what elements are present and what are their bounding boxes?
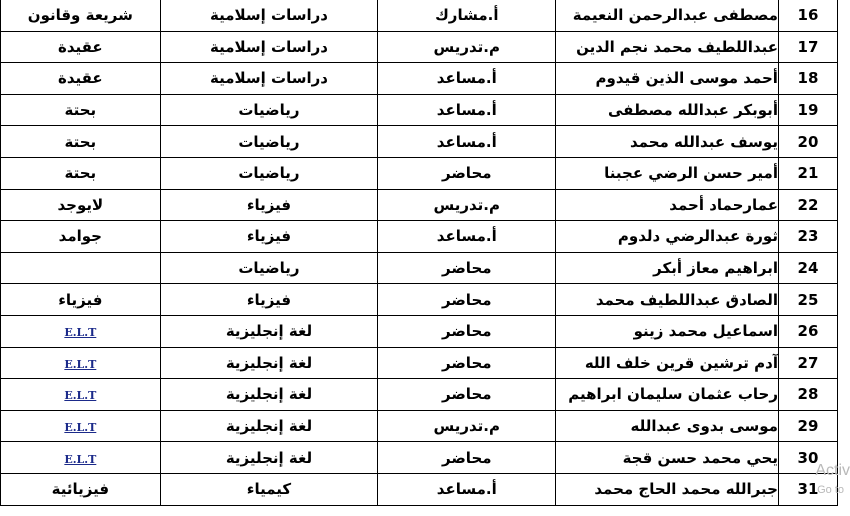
row-number-cell: 24: [778, 252, 837, 284]
rank-cell: أ.مساعد: [378, 221, 556, 253]
row-number-cell: 30: [778, 442, 837, 474]
rank-cell: م.تدريس: [378, 410, 556, 442]
rank-cell: أ.مشارك: [378, 0, 556, 31]
specialization-cell: [1, 379, 161, 411]
elt-label: E.L.T: [64, 357, 97, 371]
table-row: [1, 347, 838, 379]
specialization-cell: عقيدة: [1, 31, 161, 63]
row-number-cell: 18: [778, 63, 837, 95]
row-number-cell: 22: [778, 189, 837, 221]
name-cell: عبداللطيف محمد نجم الدين: [556, 31, 779, 63]
rank-cell: م.تدريس: [378, 31, 556, 63]
staff-table-body: [1, 0, 838, 505]
row-number-cell: 16: [778, 0, 837, 31]
rank-cell: محاضر: [378, 315, 556, 347]
rank-cell: أ.مساعد: [378, 126, 556, 158]
activation-watermark-line1: Activ: [815, 462, 850, 479]
department-cell: رياضيات: [160, 126, 378, 158]
department-cell: فيزياء: [160, 284, 378, 316]
table-row: [1, 379, 838, 411]
name-cell: آدم ترشين قرين خلف الله: [556, 347, 779, 379]
specialization-cell: جوامد: [1, 221, 161, 253]
rank-cell: محاضر: [378, 284, 556, 316]
table-row: [1, 410, 838, 442]
name-cell: موسى بدوى عبدالله: [556, 410, 779, 442]
row-number-cell: 20: [778, 126, 837, 158]
name-cell: الصادق عبداللطيف محمد: [556, 284, 779, 316]
specialization-cell: شريعة وقانون: [1, 0, 161, 31]
department-cell: لغة إنجليزية: [160, 410, 378, 442]
rank-cell: محاضر: [378, 252, 556, 284]
rank-cell: م.تدريس: [378, 189, 556, 221]
row-number-cell: 29: [778, 410, 837, 442]
activation-watermark-line2: Go to: [817, 484, 844, 496]
department-cell: فيزياء: [160, 221, 378, 253]
name-cell: يحي محمد حسن قجة: [556, 442, 779, 474]
department-cell: رياضيات: [160, 94, 378, 126]
name-cell: ثورة عبدالرضي دلدوم: [556, 221, 779, 253]
row-number-cell: 31: [778, 473, 837, 505]
table-row: [1, 221, 838, 253]
table-row: [1, 252, 838, 284]
specialization-cell: [1, 252, 161, 284]
row-number-cell: 26: [778, 315, 837, 347]
specialization-cell: فيزيائية: [1, 473, 161, 505]
table-row: [1, 0, 838, 31]
row-number-cell: 25: [778, 284, 837, 316]
name-cell: جبرالله محمد الحاج محمد: [556, 473, 779, 505]
department-cell: رياضيات: [160, 252, 378, 284]
department-cell: كيمياء: [160, 473, 378, 505]
specialization-cell: بحتة: [1, 94, 161, 126]
table-row: [1, 157, 838, 189]
specialization-cell: [1, 442, 161, 474]
table-row: [1, 315, 838, 347]
row-number-cell: 28: [778, 379, 837, 411]
row-number-cell: 17: [778, 31, 837, 63]
department-cell: فيزياء: [160, 189, 378, 221]
rank-cell: أ.مساعد: [378, 94, 556, 126]
name-cell: اسماعيل محمد زينو: [556, 315, 779, 347]
name-cell: عمارحماد أحمد: [556, 189, 779, 221]
elt-label: E.L.T: [64, 421, 97, 435]
name-cell: يوسف عبدالله محمد: [556, 126, 779, 158]
name-cell: أبوبكر عبدالله مصطفى: [556, 94, 779, 126]
table-row: [1, 189, 838, 221]
rank-cell: أ.مساعد: [378, 63, 556, 95]
department-cell: دراسات إسلامية: [160, 31, 378, 63]
rank-cell: محاضر: [378, 347, 556, 379]
table-row: [1, 126, 838, 158]
name-cell: رحاب عثمان سليمان ابراهيم: [556, 379, 779, 411]
name-cell: أحمد موسى الذين قيدوم: [556, 63, 779, 95]
row-number-cell: 23: [778, 221, 837, 253]
specialization-cell: [1, 410, 161, 442]
department-cell: لغة إنجليزية: [160, 347, 378, 379]
rank-cell: أ.مساعد: [378, 473, 556, 505]
department-cell: دراسات إسلامية: [160, 63, 378, 95]
table-row: [1, 442, 838, 474]
table-row: [1, 284, 838, 316]
rank-cell: محاضر: [378, 379, 556, 411]
department-cell: لغة إنجليزية: [160, 315, 378, 347]
specialization-cell: فيزياء: [1, 284, 161, 316]
elt-label: E.L.T: [64, 452, 97, 466]
specialization-cell: لايوجد: [1, 189, 161, 221]
specialization-cell: [1, 347, 161, 379]
specialization-cell: بحتة: [1, 157, 161, 189]
row-number-cell: 19: [778, 94, 837, 126]
name-cell: مصطفى عبدالرحمن النعيمة: [556, 0, 779, 31]
row-number-cell: 21: [778, 157, 837, 189]
table-row: [1, 94, 838, 126]
department-cell: لغة إنجليزية: [160, 442, 378, 474]
rank-cell: محاضر: [378, 442, 556, 474]
department-cell: دراسات إسلامية: [160, 0, 378, 31]
specialization-cell: بحتة: [1, 126, 161, 158]
name-cell: أمير حسن الرضي عجبنا: [556, 157, 779, 189]
department-cell: لغة إنجليزية: [160, 379, 378, 411]
table-row: [1, 63, 838, 95]
elt-label: E.L.T: [64, 389, 97, 403]
department-cell: رياضيات: [160, 157, 378, 189]
rank-cell: محاضر: [378, 157, 556, 189]
table-row: [1, 473, 838, 505]
table-row: [1, 31, 838, 63]
name-cell: ابراهيم معاز أبكر: [556, 252, 779, 284]
specialization-cell: عقيدة: [1, 63, 161, 95]
specialization-cell: [1, 315, 161, 347]
row-number-cell: 27: [778, 347, 837, 379]
elt-label: E.L.T: [64, 326, 97, 340]
